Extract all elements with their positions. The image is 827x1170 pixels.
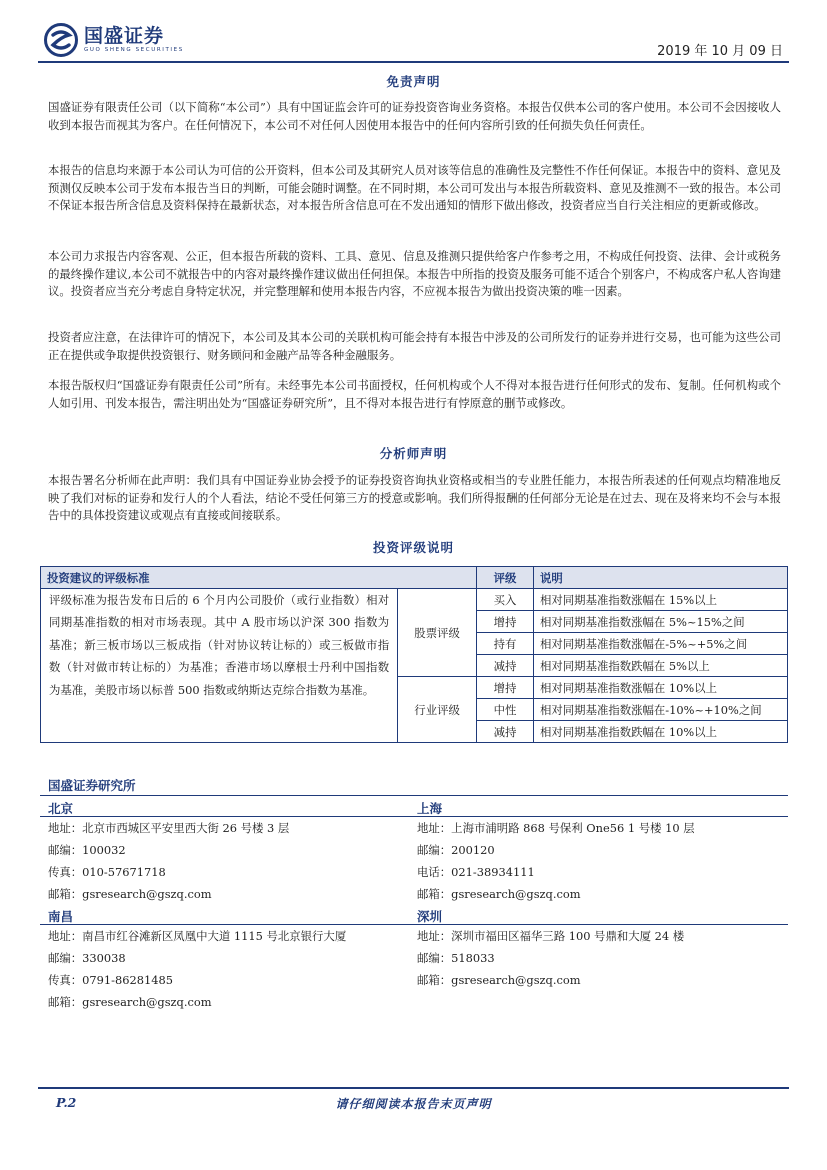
institute-header bbox=[40, 775, 788, 796]
beijing-fax: 传真：010-57671718 bbox=[48, 865, 166, 879]
rating-header-standard: 投资建议的评级标准 bbox=[41, 567, 477, 589]
table-row bbox=[41, 589, 788, 611]
disclaimer-paragraph-2: 本报告的信息均来源于本公司认为可信的公开资料，但本公司及其研究人员对该等信息的准确性及完整性不作任何保证。本报告中的资料、意见及预测仅反映本公司于发布本报告当日的判断，可能会随时调整。在不同时期，本公司可发出与本报告所载资料、意见及推测不一致的报告。本公司不保证本报告所含信息及资料保持在最新状态，对本报告所含信息可在不发出通知的情形下做出修改，投资者应当自行关注相应的更新或修改。 bbox=[48, 163, 781, 212]
rating-header-level: 评级 bbox=[477, 567, 534, 589]
nanchang-postcode: 邮编：330038 bbox=[48, 951, 126, 965]
logo-text: 国盛证券 bbox=[84, 25, 165, 47]
shanghai-address: 地址：上海市浦明路 868 号保利 One56 1 号楼 10 层 bbox=[417, 821, 695, 835]
city-divider bbox=[40, 816, 788, 817]
rating-level: 增持 bbox=[477, 677, 534, 699]
rating-desc: 相对同期基准指数涨幅在-10%~+10%之间 bbox=[534, 699, 788, 721]
shanghai-postcode: 邮编：200120 bbox=[417, 843, 495, 857]
logo-mark-icon bbox=[44, 23, 78, 57]
rating-level: 买入 bbox=[477, 589, 534, 611]
company-logo bbox=[44, 20, 184, 60]
rating-level: 中性 bbox=[477, 699, 534, 721]
city-shenzhen: 深圳 bbox=[417, 909, 443, 924]
beijing-postcode: 邮编：100032 bbox=[48, 843, 126, 857]
rating-desc: 相对同期基准指数涨幅在 10%以上 bbox=[534, 677, 788, 699]
rating-title: 投资评级说明 bbox=[372, 540, 454, 555]
shanghai-email: 邮箱：gsresearch@gszq.com bbox=[417, 887, 581, 901]
city-nanchang: 南昌 bbox=[48, 909, 74, 924]
rating-desc: 相对同期基准指数涨幅在 15%以上 bbox=[534, 589, 788, 611]
report-date: 2019 年 10 月 09 日 bbox=[657, 44, 783, 59]
city-shanghai: 上海 bbox=[417, 801, 443, 816]
industry-rating-group: 行业评级 bbox=[398, 677, 477, 743]
rating-desc: 相对同期基准指数涨幅在 5%~15%之间 bbox=[534, 611, 788, 633]
institute-title: 国盛证券研究所 bbox=[48, 778, 136, 793]
nanchang-email: 邮箱：gsresearch@gszq.com bbox=[48, 995, 212, 1009]
disclaimer-paragraph-1: 国盛证券有限责任公司（以下简称“本公司”）具有中国证监会许可的证券投资咨询业务资格。本报告仅供本公司的客户使用。本公司不会因接收人收到本报告而视其为客户。在任何情况下，本公司不对任何人因使用本报告中的任何内容所引致的任何损失负任何责任。 bbox=[48, 100, 781, 132]
beijing-address: 地址：北京市西城区平安里西大街 26 号楼 3 层 bbox=[48, 821, 290, 835]
stock-rating-group: 股票评级 bbox=[398, 589, 477, 677]
footer-note: 请仔细阅读本报告末页声明 bbox=[335, 1097, 492, 1111]
rating-header-desc: 说明 bbox=[534, 567, 788, 589]
shenzhen-address: 地址：深圳市福田区福华三路 100 号鼎和大厦 24 楼 bbox=[417, 929, 685, 943]
city-beijing: 北京 bbox=[48, 801, 74, 816]
rating-level: 持有 bbox=[477, 633, 534, 655]
analyst-title: 分析师声明 bbox=[379, 446, 448, 461]
shanghai-phone: 电话：021-38934111 bbox=[417, 865, 535, 879]
analyst-paragraph: 本报告署名分析师在此声明：我们具有中国证券业协会授予的证券投资咨询执业资格或相当的专业胜任能力，本报告所表述的任何观点均精准地反映了我们对标的证券和发行人的个人看法，结论不受任何第三方的授意或影响。我们所得报酬的任何部分无论是在过去、现在及将来均不会与本报告中的具体投资建议或观点有直接或间接联系。 bbox=[48, 473, 781, 522]
header-divider bbox=[38, 61, 789, 63]
page-number: P.2 bbox=[56, 1095, 77, 1110]
city-divider bbox=[40, 924, 788, 925]
footer-divider bbox=[38, 1087, 789, 1089]
disclaimer-paragraph-4: 投资者应注意，在法律许可的情况下，本公司及其本公司的关联机构可能会持有本报告中涉及的公司所发行的证券并进行交易，也可能为这些公司正在提供或争取提供投资银行、财务顾问和金融产品等各种金融服务。 bbox=[48, 330, 781, 362]
disclaimer-paragraph-5: 本报告版权归“国盛证券有限责任公司”所有。未经事先本公司书面授权，任何机构或个人不得对本报告进行任何形式的发布、复制。任何机构或个人如引用、刊发本报告，需注明出处为“国盛证券研究所”，且不得对本报告进行有悖原意的删节或修改。 bbox=[48, 378, 781, 410]
rating-level: 增持 bbox=[477, 611, 534, 633]
rating-standard-text: 评级标准为报告发布日后的 6 个月内公司股价（或行业指数）相对同期基准指数的相对市场表现。其中 A 股市场以沪深 300 指数为基准；新三板市场以三板成指（针对协议转让标的）或三板做市指数（针对做市转让标的）为基准；香港市场以摩根士丹利中国指数为基准，美股市场以标普 500 指数或纳斯达克综合指数为基准。 bbox=[41, 589, 398, 743]
shenzhen-email: 邮箱：gsresearch@gszq.com bbox=[417, 973, 581, 987]
rating-desc: 相对同期基准指数涨幅在-5%~+5%之间 bbox=[534, 633, 788, 655]
disclaimer-paragraph-3: 本公司力求报告内容客观、公正，但本报告所载的资料、工具、意见、信息及推测只提供给客户作参考之用，不构成任何投资、法律、会计或税务的最终操作建议,本公司不就报告中的内容对最终操作建议做出任何担保。本报告中所指的投资及服务可能不适合个别客户，不构成客户私人咨询建议。投资者应当充分考虑自身特定状况，并完整理解和使用本报告内容，不应视本报告为做出投资决策的唯一因素。 bbox=[48, 249, 781, 298]
beijing-email: 邮箱：gsresearch@gszq.com bbox=[48, 887, 212, 901]
rating-table-header bbox=[41, 567, 788, 589]
rating-desc: 相对同期基准指数跌幅在 5%以上 bbox=[534, 655, 788, 677]
rating-table bbox=[40, 566, 788, 743]
nanchang-address: 地址：南昌市红谷滩新区凤凰中大道 1115 号北京银行大厦 bbox=[48, 929, 347, 943]
rating-desc: 相对同期基准指数跌幅在 10%以上 bbox=[534, 721, 788, 743]
logo-subtext: GUO SHENG SECURITIES bbox=[84, 47, 184, 53]
rating-level: 减持 bbox=[477, 721, 534, 743]
rating-level: 减持 bbox=[477, 655, 534, 677]
nanchang-fax: 传真：0791-86281485 bbox=[48, 973, 173, 987]
disclaimer-title: 免责声明 bbox=[386, 74, 441, 89]
shenzhen-postcode: 邮编：518033 bbox=[417, 951, 495, 965]
